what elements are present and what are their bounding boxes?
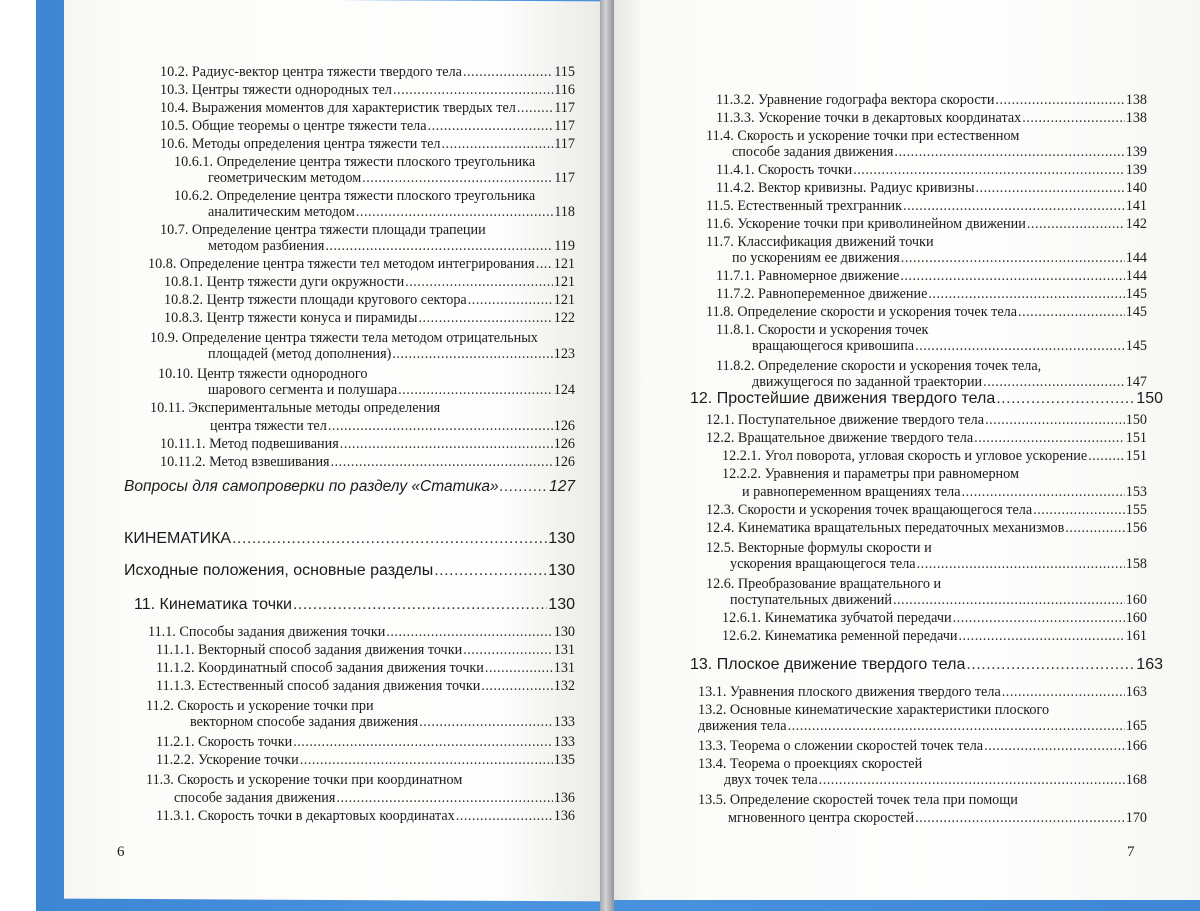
toc-title: 11.7.2. Равнопеременное движение [716,286,928,302]
toc-dot-leader [300,752,553,769]
toc-title: 13.2. Основные кинематические характеристики плоского [698,702,1050,718]
toc-page-number: 151 [1125,430,1147,446]
right-toc-entry [724,772,1147,789]
toc-page-number: 141 [1125,198,1147,214]
toc-dot-leader [901,250,1125,267]
toc-dot-leader [903,198,1125,215]
right-toc-entry [716,286,1147,303]
toc-page-number: 150 [1136,390,1163,407]
toc-page-number: 122 [553,310,575,326]
left-toc-entry [150,330,538,347]
toc-title: шарового сегмента и полушара [208,382,398,398]
toc-dot-leader [984,738,1125,755]
toc-page-number: 135 [553,752,575,768]
toc-page-number: 126 [553,436,575,452]
left-toc-entry [160,100,575,117]
right-toc-entry [698,684,1147,701]
toc-title: 10.8.1. Центр тяжести дуги окружности [164,274,405,290]
toc-dot-leader [331,454,553,471]
toc-page-number: 161 [1125,628,1147,644]
toc-page-number: 117 [554,100,575,116]
toc-title: 11.2.2. Ускорение точки [156,752,299,768]
right-toc-entry [690,656,1163,673]
toc-title: 12.4. Кинематика вращательных передаточных механизмов [706,520,1065,536]
left-toc-entry [148,624,575,641]
toc-page-number: 124 [553,382,575,398]
left-toc-entry [160,82,575,99]
toc-page-number: 115 [554,64,575,80]
toc-title: 12.1. Поступательное движение твердого тела [706,412,985,428]
toc-dot-leader [985,412,1125,429]
toc-page-number: 132 [553,678,575,694]
toc-title: поступательных движений [730,592,892,608]
left-toc-entry [160,136,575,153]
right-toc-entry [706,412,1147,429]
right-toc-entry [716,180,1147,197]
toc-page-number: 160 [1125,610,1147,626]
toc-dot-leader [959,628,1125,645]
toc-title: аналитическим методом [208,204,355,220]
toc-dot-leader [966,656,1135,673]
right-toc-entry [730,556,1147,573]
toc-dot-leader [456,808,553,825]
toc-dot-leader [996,390,1135,407]
toc-page-number: 170 [1125,810,1147,826]
toc-dot-leader [442,136,554,153]
toc-page-number: 150 [1125,412,1147,428]
toc-title: 10.11.1. Метод подвешивания [160,436,339,452]
right-toc-entry [698,718,1147,735]
toc-dot-leader [819,772,1125,789]
toc-page-number: 116 [554,82,575,98]
left-toc-entry [208,382,575,399]
toc-title: геометрическим методом [208,170,362,186]
toc-title: 12.2.1. Угол поворота, угловая скорость и угловое ускорение [722,448,1088,464]
right-toc-entry [706,304,1147,321]
toc-page-number: 138 [1125,110,1147,126]
toc-page-number: 163 [1136,656,1163,673]
toc-dot-leader [293,596,547,613]
toc-page-number: 118 [554,204,575,220]
toc-dot-leader [915,338,1125,355]
toc-page-number: 144 [1125,268,1147,284]
right-toc-entry [722,610,1147,627]
toc-title: мгновенного центра скоростей [728,810,915,826]
toc-page-number: 140 [1125,180,1147,196]
toc-title: и равнопеременном вращениях тела [742,484,961,500]
right-toc-entry [722,448,1147,465]
toc-page-number: 147 [1125,374,1147,390]
toc-dot-leader [463,64,553,81]
toc-page-number: 121 [553,274,575,290]
toc-dot-leader [328,418,553,435]
left-toc-entry [208,238,575,255]
toc-page-number: 131 [553,642,575,658]
right-toc-entry [706,540,932,557]
toc-page-number: 156 [1125,520,1147,536]
toc-dot-leader [1033,502,1125,519]
toc-page-number: 126 [553,418,575,434]
toc-dot-leader [536,256,553,273]
toc-dot-leader [418,310,552,327]
toc-dot-leader [434,562,547,579]
right-toc-entry [706,576,941,593]
left-toc-entry [124,562,575,579]
toc-page-number: 130 [548,530,575,547]
left-toc-entry [156,752,575,769]
toc-title: 11.7.1. Равномерное движение [716,268,900,284]
toc-page-number: 139 [1125,144,1147,160]
left-toc-entry [124,478,575,495]
toc-page-number: 130 [548,562,575,579]
left-toc-entry [160,222,486,239]
toc-title: способе задания движения [732,144,894,160]
toc-title: площадей (метод дополнения) [208,346,392,362]
right-toc-entry [722,628,1147,645]
toc-page-number: 168 [1125,772,1147,788]
toc-title: 11.6. Ускорение точки при криволинейном движении [706,216,1026,232]
toc-title: 11.3.3. Ускорение точки в декартовых координатах [716,110,1022,126]
left-toc-entry [146,698,374,715]
toc-title: 11.2. Скорость и ускорение точки при [146,698,374,714]
right-toc-entry [752,338,1147,355]
toc-page-number: 136 [553,808,575,824]
right-toc-entry [716,322,928,339]
left-toc-entry [174,154,535,171]
toc-title: вращающегося кривошипа [752,338,915,354]
toc-page-number: 158 [1125,556,1147,572]
toc-title: 13.5. Определение скоростей точек тела при помощи [698,792,1018,808]
page-number-right: 7 [1127,844,1135,860]
toc-title: двух точек тела [724,772,818,788]
left-toc-entry [160,454,575,471]
toc-dot-leader [393,82,553,99]
left-toc-entry [208,170,575,187]
toc-page-number: 160 [1125,592,1147,608]
right-toc-entry [730,592,1147,609]
right-toc-entry [716,358,1041,375]
toc-page-number: 153 [1125,484,1147,500]
toc-dot-leader [788,718,1125,735]
toc-dot-leader [463,642,553,659]
toc-title: центра тяжести тел [210,418,327,434]
toc-page-number: 144 [1125,250,1147,266]
toc-title: методом разбиения [208,238,325,254]
right-toc-entry [728,810,1147,827]
toc-title: 11.2.1. Скорость точки [156,734,293,750]
left-toc-entry [174,790,575,807]
left-toc-entry [134,596,575,613]
toc-dot-leader [356,204,553,221]
toc-page-number: 117 [554,136,575,152]
toc-dot-leader [953,610,1125,627]
left-toc-entry [146,772,462,789]
toc-title: 11. Кинематика точки [134,596,292,613]
toc-dot-leader [917,556,1125,573]
right-toc-entry [706,430,1147,447]
toc-title: КИНЕМАТИКА [124,530,232,547]
toc-title: 10.11. Экспериментальные методы определения [150,400,441,416]
toc-title: 12.2. Вращательное движение твердого тела [706,430,974,446]
toc-title: 10.7. Определение центра тяжести площади трапеции [160,222,486,238]
toc-dot-leader [1065,520,1124,537]
toc-title: 11.3.1. Скорость точки в декартовых координатах [156,808,455,824]
toc-page-number: 145 [1125,338,1147,354]
toc-page-number: 123 [553,346,575,362]
left-toc-entry [156,734,575,751]
right-toc-entry [706,520,1147,537]
toc-page-number: 151 [1125,448,1147,464]
toc-dot-leader [386,624,552,641]
left-toc-entry [164,274,575,291]
toc-dot-leader [853,162,1125,179]
left-toc-entry [158,366,367,383]
toc-title: 11.8.1. Скорости и ускорения точек [716,322,929,338]
right-toc-entry [752,374,1147,391]
left-toc-entry [160,436,575,453]
toc-dot-leader [928,286,1124,303]
book-gutter [600,0,614,911]
toc-dot-leader [893,592,1125,609]
toc-title: ускорения вращающегося тела [730,556,916,572]
toc-dot-leader [336,790,552,807]
toc-dot-leader [392,346,552,363]
right-toc-entry [706,502,1147,519]
right-toc-entry [716,162,1147,179]
toc-title: 10.8.3. Центр тяжести конуса и пирамиды [164,310,418,326]
toc-dot-leader [995,92,1124,109]
toc-title: Вопросы для самопроверки по разделу «Статика» [124,478,499,495]
toc-title: по ускорениям ее движения [732,250,900,266]
toc-title: 10.6.2. Определение центра тяжести плоского треугольника [174,188,536,204]
toc-dot-leader [405,274,553,291]
toc-title: 10.11.2. Метод взвешивания [160,454,330,470]
right-toc-entry [698,756,922,773]
toc-title: движущегося по заданной траектории [752,374,983,390]
toc-title: 11.5. Естественный трехгранник [706,198,903,214]
toc-title: векторном способе задания движения [190,714,419,730]
toc-title: способе задания движения [174,790,336,806]
right-toc-entry [698,792,1018,809]
toc-dot-leader [1022,110,1124,127]
toc-title: 11.1.1. Векторный способ задания движения точки [156,642,463,658]
left-toc-entry [156,808,575,825]
toc-dot-leader [398,382,553,399]
toc-page-number: 119 [554,238,575,254]
toc-title: 10.8. Определение центра тяжести тел методом интегрирования [148,256,535,272]
toc-page-number: 142 [1125,216,1147,232]
right-toc-entry [706,216,1147,233]
toc-title: 10.8.2. Центр тяжести площади кругового сектора [164,292,467,308]
toc-title: 11.1.3. Естественный способ задания движения точки [156,678,481,694]
toc-title: 10.6. Методы определения центра тяжести тел [160,136,441,152]
right-toc-entry [698,738,1147,755]
toc-dot-leader [340,436,553,453]
toc-title: 11.7. Классификация движений точки [706,234,934,250]
toc-page-number: 138 [1125,92,1147,108]
toc-page-number: 139 [1125,162,1147,178]
toc-page-number: 155 [1125,502,1147,518]
right-toc-entry [706,128,1019,145]
toc-dot-leader [428,118,554,135]
left-toc-entry [160,64,575,81]
toc-dot-leader [362,170,553,187]
toc-dot-leader [1018,304,1125,321]
toc-title: 12.2.2. Уравнения и параметры при равномерном [722,466,1019,482]
right-toc-entry [732,144,1147,161]
right-toc-entry [742,484,1147,501]
toc-dot-leader [900,268,1124,285]
toc-dot-leader [1027,216,1125,233]
toc-title: 11.8.2. Определение скорости и ускорения точек тела, [716,358,1042,374]
left-toc-entry [156,642,575,659]
toc-title: движения тела [698,718,787,734]
toc-page-number: 136 [553,790,575,806]
toc-page-number: 121 [553,292,575,308]
toc-title: 11.4.1. Скорость точки [716,162,853,178]
toc-title: 11.1.2. Координатный способ задания движения точки [156,660,484,676]
left-toc-entry [190,714,575,731]
left-toc-entry [160,118,575,135]
toc-page-number: 130 [553,624,575,640]
toc-page-number: 165 [1125,718,1147,734]
toc-page-number: 131 [553,660,575,676]
toc-page-number: 126 [553,454,575,470]
right-toc-entry [706,234,934,251]
toc-title: 10.6.1. Определение центра тяжести плоского треугольника [174,154,536,170]
right-toc-entry [732,250,1147,267]
toc-dot-leader [481,678,552,695]
toc-dot-leader [232,530,547,547]
left-toc-entry [164,292,575,309]
toc-dot-leader [983,374,1125,391]
toc-page-number: 127 [549,478,575,495]
toc-dot-leader [975,180,1124,197]
right-toc-entry [698,702,1049,719]
toc-title: 10.2. Радиус-вектор центра тяжести твердого тела [160,64,462,80]
right-toc-entry [690,390,1163,407]
toc-title: 12.6.2. Кинематика ременной передачи [722,628,958,644]
toc-page-number: 117 [554,118,575,134]
toc-title: 10.10. Центр тяжести однородного [158,366,368,382]
toc-page-number: 130 [548,596,575,613]
toc-title: 13. Плоское движение твердого тела [690,656,966,673]
right-toc-entry [716,92,1147,109]
left-toc-entry [208,204,575,221]
toc-page-number: 133 [553,734,575,750]
toc-page-number: 163 [1125,684,1147,700]
toc-title: 11.4.2. Вектор кривизны. Радиус кривизны [716,180,975,196]
left-toc-entry [124,530,575,547]
left-toc-entry [174,188,535,205]
toc-dot-leader [517,100,553,117]
left-toc-entry [208,346,575,363]
toc-dot-leader [962,484,1125,501]
toc-page-number: 166 [1125,738,1147,754]
left-toc-entry [148,256,575,273]
toc-page-number: 117 [554,170,575,186]
toc-title: 13.1. Уравнения плоского движения твердого тела [698,684,1001,700]
toc-page-number: 145 [1125,304,1147,320]
toc-title: 10.9. Определение центра тяжести тела методом отрицательных [150,330,538,346]
toc-title: 12.6.1. Кинематика зубчатой передачи [722,610,952,626]
left-toc-entry [150,400,440,417]
toc-page-number: 121 [553,256,575,272]
toc-title: 12.5. Векторные формулы скорости и [706,540,932,556]
toc-title: 10.5. Общие теоремы о центре тяжести тела [160,118,427,134]
left-toc-entry [210,418,575,435]
toc-dot-leader [419,714,553,731]
left-toc-entry [156,660,575,677]
toc-title: 11.8. Определение скорости и ускорения точек тела [706,304,1018,320]
toc-title: 13.4. Теорема о проекциях скоростей [698,756,923,772]
toc-page-number: 145 [1125,286,1147,302]
toc-dot-leader [974,430,1125,447]
toc-title: 10.3. Центры тяжести однородных тел [160,82,392,98]
toc-dot-leader [894,144,1124,161]
toc-dot-leader [915,810,1125,827]
toc-title: 11.4. Скорость и ускорение точки при естественном [706,128,1020,144]
toc-title: 11.3. Скорость и ускорение точки при координатном [146,772,463,788]
toc-title: 11.1. Способы задания движения точки [148,624,386,640]
left-toc-entry [164,310,575,327]
page-number-left: 6 [117,844,125,860]
toc-title: 12.3. Скорости и ускорения точек вращающегося тела [706,502,1033,518]
toc-title: 12. Простейшие движения твердого тела [690,390,996,407]
toc-title: 13.3. Теорема о сложении скоростей точек тела [698,738,984,754]
toc-title: 11.3.2. Уравнение годографа вектора скорости [716,92,995,108]
toc-title: Исходные положения, основные разделы [124,562,434,579]
toc-dot-leader [468,292,553,309]
right-toc-entry [716,110,1147,127]
toc-dot-leader [500,478,548,495]
right-toc-entry [706,198,1147,215]
toc-dot-leader [325,238,553,255]
toc-dot-leader [1088,448,1125,465]
toc-dot-leader [1002,684,1125,701]
left-toc-entry [156,678,575,695]
toc-page-number: 133 [553,714,575,730]
toc-title: 12.6. Преобразование вращательного и [706,576,942,592]
toc-dot-leader [293,734,553,751]
right-toc-entry [716,268,1147,285]
toc-title: 10.4. Выражения моментов для характеристик твердых тел [160,100,516,116]
toc-dot-leader [485,660,553,677]
right-toc-entry [722,466,1019,483]
